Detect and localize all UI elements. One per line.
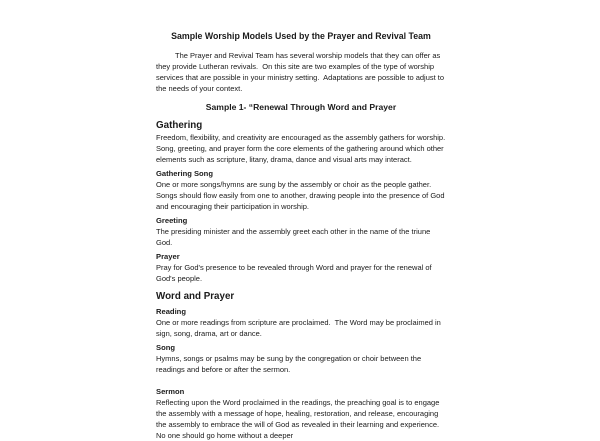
section-heading-word-and-prayer: Word and Prayer <box>156 291 235 302</box>
section-heading-prayer: Prayer <box>156 252 180 261</box>
section-heading-song: Song <box>156 343 175 352</box>
section-song <box>156 342 446 375</box>
section-body-greeting: The presiding minister and the assembly greet each other in the name of the triune God. <box>156 227 433 247</box>
section-gathering-song <box>156 168 446 212</box>
section-body-sermon: Reflecting upon the Word proclaimed in the readings, the preaching goal is to engage the assembly with a message of hope, healing, restoration, and release, encouraging the assembly to embrace the will of God as revealed in their learning and experience. No one should go home without a deeper <box>156 398 444 440</box>
sample-heading: Sample 1- “Renewal Through Word and Prayer <box>205 102 397 112</box>
section-heading-greeting: Greeting <box>156 216 188 225</box>
section-reading <box>156 306 446 339</box>
section-sermon <box>156 386 446 441</box>
section-body-gathering-song: One or more songs/hymns are sung by the assembly or choir as the people gather. Songs should flow easily from one to another, drawing people into the presence of God and encouraging their participation in worship. <box>156 180 447 211</box>
section-word-and-prayer <box>156 290 446 303</box>
section-body-gathering: Freedom, flexibility, and creativity are encouraged as the assembly gathers for worship. Song, greeting, and prayer form the core elements of the gathering around which other elements such as scripture, litany, drama, dance and visual arts may interact. <box>156 133 450 164</box>
section-body-prayer: Pray for God's presence to be revealed through Word and prayer for the renewal of God's people. <box>156 263 434 283</box>
section-gathering <box>156 119 450 165</box>
section-body-reading: One or more readings from scripture are proclaimed. The Word may be proclaimed in sign, song, drama, art or dance. <box>156 318 443 338</box>
section-heading-gathering-song: Gathering Song <box>156 169 213 178</box>
section-body-song: Hymns, songs or psalms may be sung by the congregation or choir between the readings and before or after the sermon. <box>156 354 424 374</box>
section-heading-sermon: Sermon <box>156 387 185 396</box>
section-heading-gathering: Gathering <box>156 120 203 131</box>
document-content <box>156 31 450 441</box>
document-title: Sample Worship Models Used by the Prayer and Revival Team <box>171 31 431 41</box>
section-heading-reading: Reading <box>156 307 186 316</box>
section-prayer <box>156 251 446 284</box>
intro-paragraph: The Prayer and Revival Team has several worship models that they can offer as they provide Lutheran revivals. On this site are two examples of the type of worship services that are possible in your ministry setting. Adaptations are possible to adjust to the needs of your context. <box>156 51 447 93</box>
section-greeting <box>156 215 446 248</box>
